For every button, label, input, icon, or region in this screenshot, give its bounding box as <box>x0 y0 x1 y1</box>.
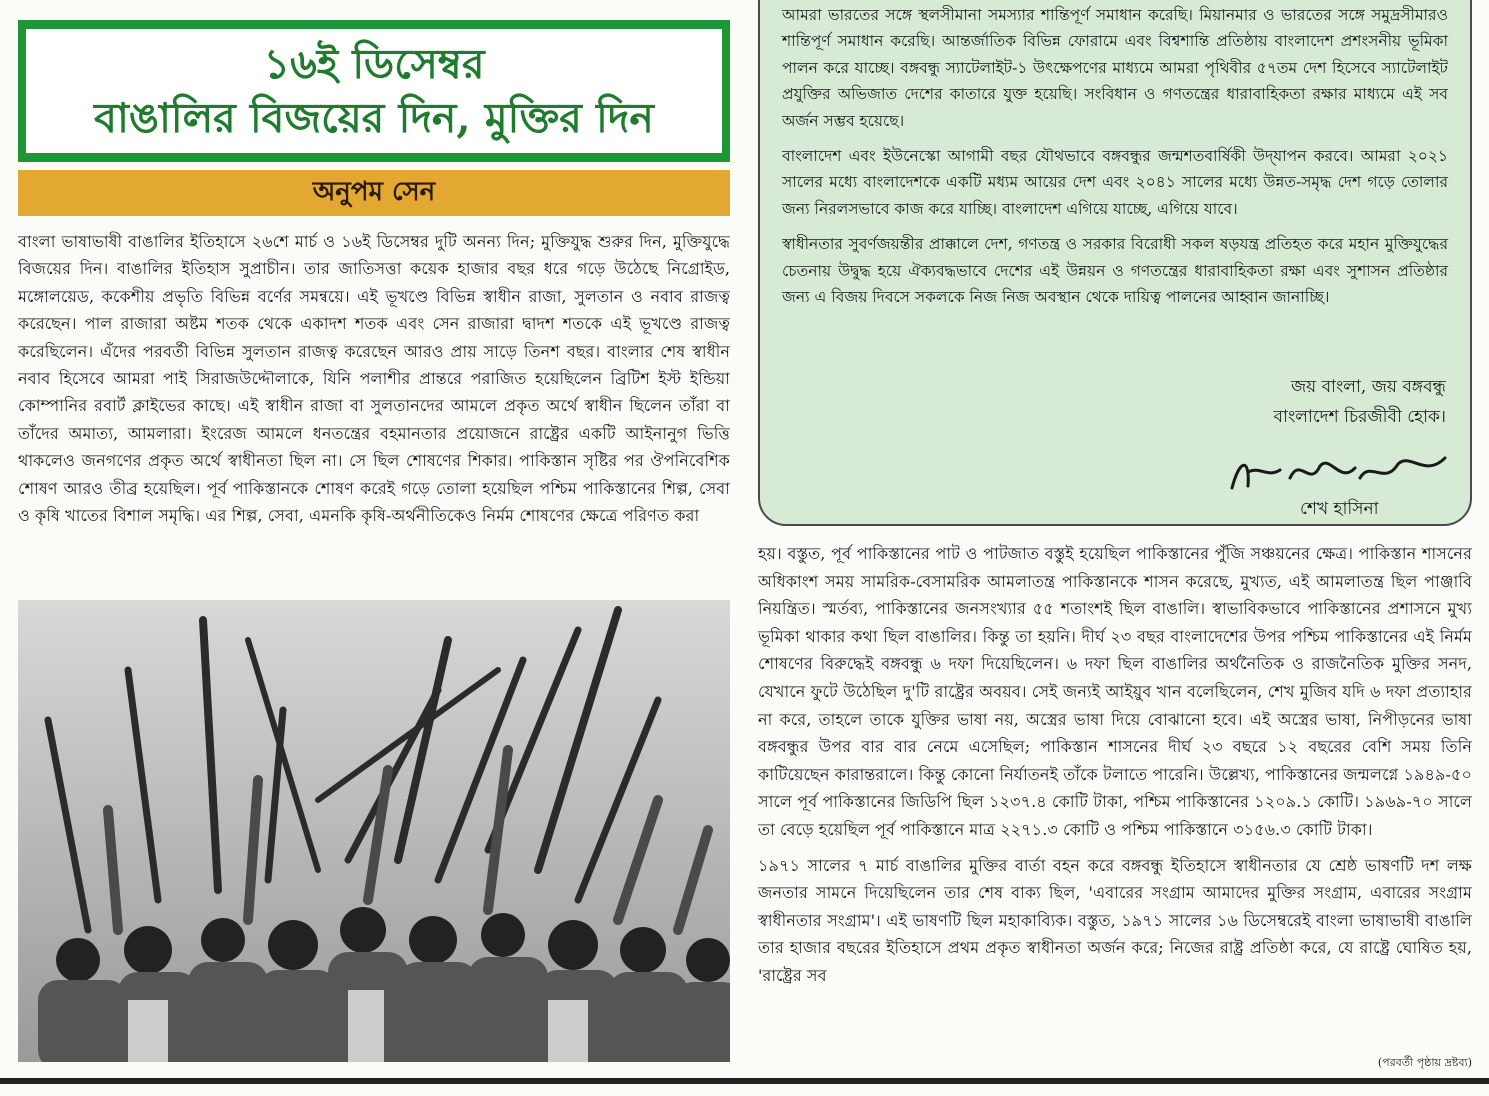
pm-message-closing <box>1274 372 1446 432</box>
closing-wish: বাংলাদেশ চিরজীবী হোক। <box>1273 407 1446 427</box>
victory-crowd-photo <box>18 600 730 1062</box>
pm-message-paragraph: স্বাধীনতার সুবর্ণজয়ন্তীর প্রাক্কালে দেশ, গণতন্ত্র ও সরকার বিরোধী সকল ষড়যন্ত্র প্রতিহত করে মহান মুক্তিযুদ্ধের চেতনায় উদ্বুদ্ধ হয়ে ঐক্যবদ্ধভাবে দেশের এই উন্নয়ন ও গণতন্ত্রের ধারাবাহিকতা রক্ষা এবং সুশাসন প্রতিষ্ঠার জন্য এ বিজয় দিবসে সকলকে নিজ নিজ অবস্থান থেকে দায়িত্ব পালনের আহ্বান জানাচ্ছি। <box>782 235 1448 307</box>
pm-message-body <box>782 2 1448 319</box>
closing-slogan: জয় বাংলা, জয় বঙ্গবন্ধু <box>1290 377 1446 397</box>
page-bottom-rule <box>0 1078 1489 1084</box>
article-body-right <box>758 540 1472 998</box>
signature-image <box>1220 448 1454 498</box>
pm-message-box <box>758 0 1472 526</box>
headline-line-1: ১৬ই ডিসেম্বর <box>263 40 485 88</box>
author-byline: অনুপম সেন <box>18 170 730 216</box>
article-paragraph: ১৯৭১ সালের ৭ মার্চ বাঙালির মুক্তির বার্তা বহন করে বঙ্গবন্ধু ইতিহাসে স্বাধীনতার যে শ্রেষ্ঠ ভাষণটি দশ লক্ষ জনতার সামনে দিয়েছিলেন তার শেষ বাক্য ছিল, 'এবারের সংগ্রাম আমাদের মুক্তির সংগ্রাম, এবারের সংগ্রাম স্বাধীনতার সংগ্রাম'। এই ভাষণটি ছিল মহাকাব্যিক। বস্তুত, ১৯৭১ সালের ১৬ ডিসেম্বরেই বাংলা ভাষাভাষী বাঙালি তার হাজার বছরের ইতিহাসে প্রথম প্রকৃত স্বাধীনতা অর্জন করে; নিজের রাষ্ট্র প্রতিষ্ঠা করে, যে রাষ্ট্রে ঘোষিত হয়, 'রাষ্ট্রের সব <box>758 855 1472 985</box>
victory-crowd-illustration <box>18 600 730 1062</box>
headline-box <box>18 20 730 162</box>
article-paragraph: হয়। বস্তুত, পূর্ব পাকিস্তানের পাট ও পাটজাত বস্তুই হয়েছিল পাকিস্তানের পুঁজি সঞ্চয়নের ক্ষেত্র। পাকিস্তান শাসনের অধিকাংশ সময় সামরিক-বেসামরিক আমলাতন্ত্র পাকিস্তানকে শাসন করেছে, মুখ্যত, এই আমলাতন্ত্র ছিল পাঞ্জাবি নিয়ন্ত্রিত। স্মর্তব্য, পাকিস্তানের জনসংখ্যার ৫৫ শতাংশই ছিল বাঙালি। স্বাভাবিকভাবে পাকিস্তানের প্রশাসনে মুখ্য ভূমিকা থাকার কথা ছিল বাঙালির। কিন্তু তা হয়নি। দীর্ঘ ২৩ বছর বাংলাদেশের উপর পশ্চিম পাকিস্তানের এই নির্মম শোষণের বিরুদ্ধেই বঙ্গবন্ধু ৬ দফা দিয়েছিলেন। ৬ দফা ছিল বাঙালির অর্থনৈতিক ও রাজনৈতিক মুক্তির সনদ, যেখানে ফুটে উঠেছিল দু'টি রাষ্ট্রের অবয়ব। সেই জন্যই আইয়ুব খান বলেছিলেন, শেখ মুজিব যদি ৬ দফা প্রত্যাহার না করে, তাহলে তাকে যুক্তির ভাষা নয়, অস্ত্রের ভাষা দিয়ে বোঝানো হবে। এই অস্ত্রের ভাষা, নিপীড়নের ভাষা বঙ্গবন্ধুর উপর বার বার নেমে এসেছিল; পাকিস্তান শাসনের দীর্ঘ ২৩ বছরে ১২ বছরের বেশি সময় তিনি কাটিয়েছেন কারান্তরালে। কিন্তু কোনো নির্যাতনই তাঁকে টলাতে পারেনি। উল্লেখ্য, পাকিস্তানের জন্মলগ্নে ১৯৪৯-৫০ সালে পূর্ব পাকিস্তানের জিডিপি ছিল ১২৩৭.৪ কোটি টাকা, পশ্চিম পাকিস্তানের ১২০৯.১ কোটি। ১৯৬৯-৭০ সালে তা বেড়ে হয়েছিল পূর্ব পাকিস্তানে মাত্র ২২৭১.৩ কোটি ও পশ্চিম পাকিস্তানে ৩১৫৬.৩ কোটি টাকা। <box>758 544 1472 839</box>
headline-inner <box>26 29 722 153</box>
article-body-left: বাংলা ভাষাভাষী বাঙালির ইতিহাসে ২৬শে মার্চ ও ১৬ই ডিসেম্বর দুটি অনন্য দিন; মুক্তিযুদ্ধ শুরুর দিন, মুক্তিযুদ্ধে বিজয়ের দিন। বাঙালির ইতিহাস সুপ্রাচীন। তার জাতিসত্তা কয়েক হাজার বছর ধরে গড়ে উঠেছে নিগ্রোইড, মঙ্গোলয়েড, ককেশীয় প্রভৃতি বিভিন্ন বর্ণের সমন্বয়ে। এই ভূখণ্ডে বিভিন্ন স্বাধীন রাজা, সুলতান ও নবাব রাজত্ব করেছেন। পাল রাজারা অষ্টম শতক থেকে একাদশ শতক এবং সেন রাজারা দ্বাদশ শতকে এই ভূখণ্ডে রাজত্ব করেছিলেন। এঁদের পরবর্তী বিভিন্ন সুলতান রাজত্ব করেছেন আরও প্রায় সাড়ে তিনশ বছর। বাংলার শেষ স্বাধীন নবাব হিসেবে আমরা পাই সিরাজউদ্দৌলাকে, যিনি পলাশীর প্রান্তরে পরাজিত হয়েছিলেন ব্রিটিশ ইস্ট ইন্ডিয়া কোম্পানির রবার্ট ক্লাইভের কাছে। এই স্বাধীন রাজা বা সুলতানদের আমলে প্রকৃত অর্থে স্বাধীন ছিলেন তাঁরা বা তাঁদের অমাত্য, আমলারা। ইংরেজ আমলে ধনতন্ত্রের বহমানতার প্রয়োজনে রাষ্ট্রের একটি আইনানুগ ভিত্তি থাকলেও জনগণের প্রকৃত অর্থে স্বাধীনতা ছিল না। সে ছিল শোষণের শিকার। পাকিস্তান সৃষ্টির পর ঔপনিবেশিক শোষণ আরও তীব্র হয়েছিল। পূর্ব পাকিস্তানকে শোষণ করেই গড়ে তোলা হয়েছিল পশ্চিম পাকিস্তানের শিল্প, সেবা ও কৃষি খাতের বিশাল সমৃদ্ধি। এর শিল্প, সেবা, এমনকি কৃষি-অর্থনীতিকেও নির্মম শোষণের ক্ষেত্রে পরিণত করা <box>18 232 730 526</box>
signatory-name: শেখ হাসিনা <box>1300 499 1379 519</box>
continued-note: (পরবর্তী পৃষ্ঠায় দ্রষ্টব্য) <box>1377 1056 1472 1069</box>
headline-line-2: বাঙালির বিজয়ের দিন, মুক্তির দিন <box>94 94 654 142</box>
pm-message-paragraph: বাংলাদেশ এবং ইউনেস্কো আগামী বছর যৌথভাবে বঙ্গবন্ধুর জন্মশতবার্ষিকী উদ্‌যাপন করবে। আমরা ২০২১ সালের মধ্যে বাংলাদেশকে একটি মধ্যম আয়ের দেশ এবং ২০৪১ সালের মধ্যে উন্নত-সমৃদ্ধ দেশ গড়ে তোলার জন্য নিরলসভাবে কাজ করে যাচ্ছি। বাংলাদেশ এগিয়ে যাচ্ছে, এগিয়ে যাবে। <box>782 147 1448 218</box>
pm-message-paragraph: আমরা ভারতের সঙ্গে স্থলসীমানা সমস্যার শান্তিপূর্ণ সমাধান করেছি। মিয়ানমার ও ভারতের সঙ্গে সমুদ্রসীমারও শান্তিপূর্ণ সমাধান করেছি। আন্তর্জাতিক বিভিন্ন ফোরামে এবং বিশ্বশান্তি প্রতিষ্ঠায় বাংলাদেশ প্রশংসনীয় ভূমিকা পালন করে যাচ্ছে। বঙ্গবন্ধু স্যাটেলাইট-১ উৎক্ষেপণের মাধ্যমে আমরা পৃথিবীর ৫৭তম দেশ হিসেবে স্যাটেলাইট প্রযুক্তির অভিজাত দেশের কাতারে যুক্ত হয়েছি। সংবিধান ও গণতন্ত্রের ধারাবাহিকতা রক্ষার মাধ্যমে এই সব অর্জন সম্ভব হয়েছে। <box>782 6 1448 130</box>
